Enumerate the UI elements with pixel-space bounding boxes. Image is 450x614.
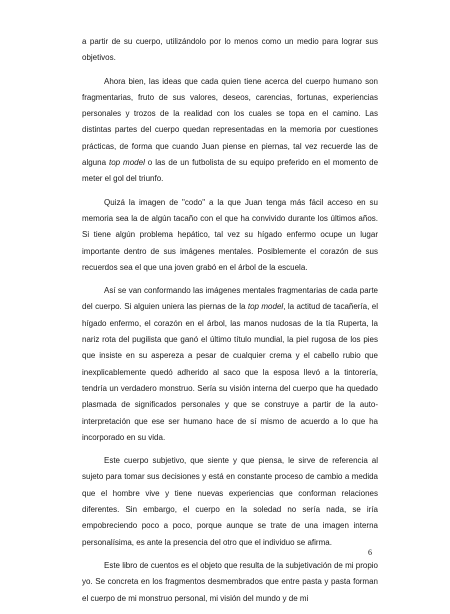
body-text	[82, 34, 378, 614]
paragraph: Ahora bien, las ideas que cada quien tiene acerca del cuerpo humano son fragmentarias, fruto de sus valores, deseos, carencias, fortunas, experiencias personales y trozos de la realidad con los cuales se topa en el camino. Las distintas partes del cuerpo quedan representadas en la memoria por cuestiones prácticas, de forma que cuando Juan piense en piernas, tal vez recuerde las de alguna top model o las de un futbolista de su equipo preferido en el momento de meter el gol del triunfo.	[82, 76, 379, 184]
paragraph: Este libro de cuentos es el objeto que resulta de la subjetivación de mi propio yo. Se concreta en los fragmentos desmembrados que entre pasta y pasta forman el cuerpo de mi monstruo personal, mi visión del mundo y de mi	[82, 560, 378, 603]
page-number: 6	[368, 548, 372, 557]
paragraph: Así se van conformando las imágenes mentales fragmentarias de cada parte del cuerpo. Si alguien uniera las piernas de la top model, la actitud de tacañería, el hígado enfermo, el corazón en el árbol, las manos nudosas de la tía Ruperta, la nariz rota del pugilista que ganó el último título mundial, la piel rugosa de los pies que insiste en su aspereza a pesar de cualquier crema y el cabello rubio que inexplicablemente quedó adherido al saco que la esposa llevó a la tintorería, tendría un verdadero monstruo. Sería su visión interna del cuerpo que ha quedado plasmada de significados personales y que se construye a partir de la auto-interpretación que ese ser humano hace de sí mismo de acuerdo a lo que ha incorporado en su vida.	[82, 286, 378, 442]
paragraph-continuation: a partir de su cuerpo, utilizándolo por lo menos como un medio para lograr sus objetivos.	[82, 37, 378, 63]
paragraph: Este cuerpo subjetivo, que siente y que piensa, le sirve de referencia al sujeto para tomar sus decisiones y está en constante proceso de cambio a medida que el hombre vive y tiene nuevas experiencias que conforman relaciones diferentes. Sin embargo, el cuerpo en la soledad no sería nada, se iría empobreciendo poco a poco, porque aunque se trate de una imagen interna personalísima, es ante la presencia del otro que el individuo se afirma.	[82, 456, 378, 547]
paragraph: Quizá la imagen de "codo" a la que Juan tenga más fácil acceso en su memoria sea la de algún tacaño con el que ha convivido durante los últimos años. Si tiene algún problema hepático, tal vez su hígado enfermo ocupe un lugar importante dentro de sus imágenes mentales. Posiblemente el corazón de sus recuerdos sea el que una joven grabó en el árbol de la escuela.	[82, 197, 378, 272]
